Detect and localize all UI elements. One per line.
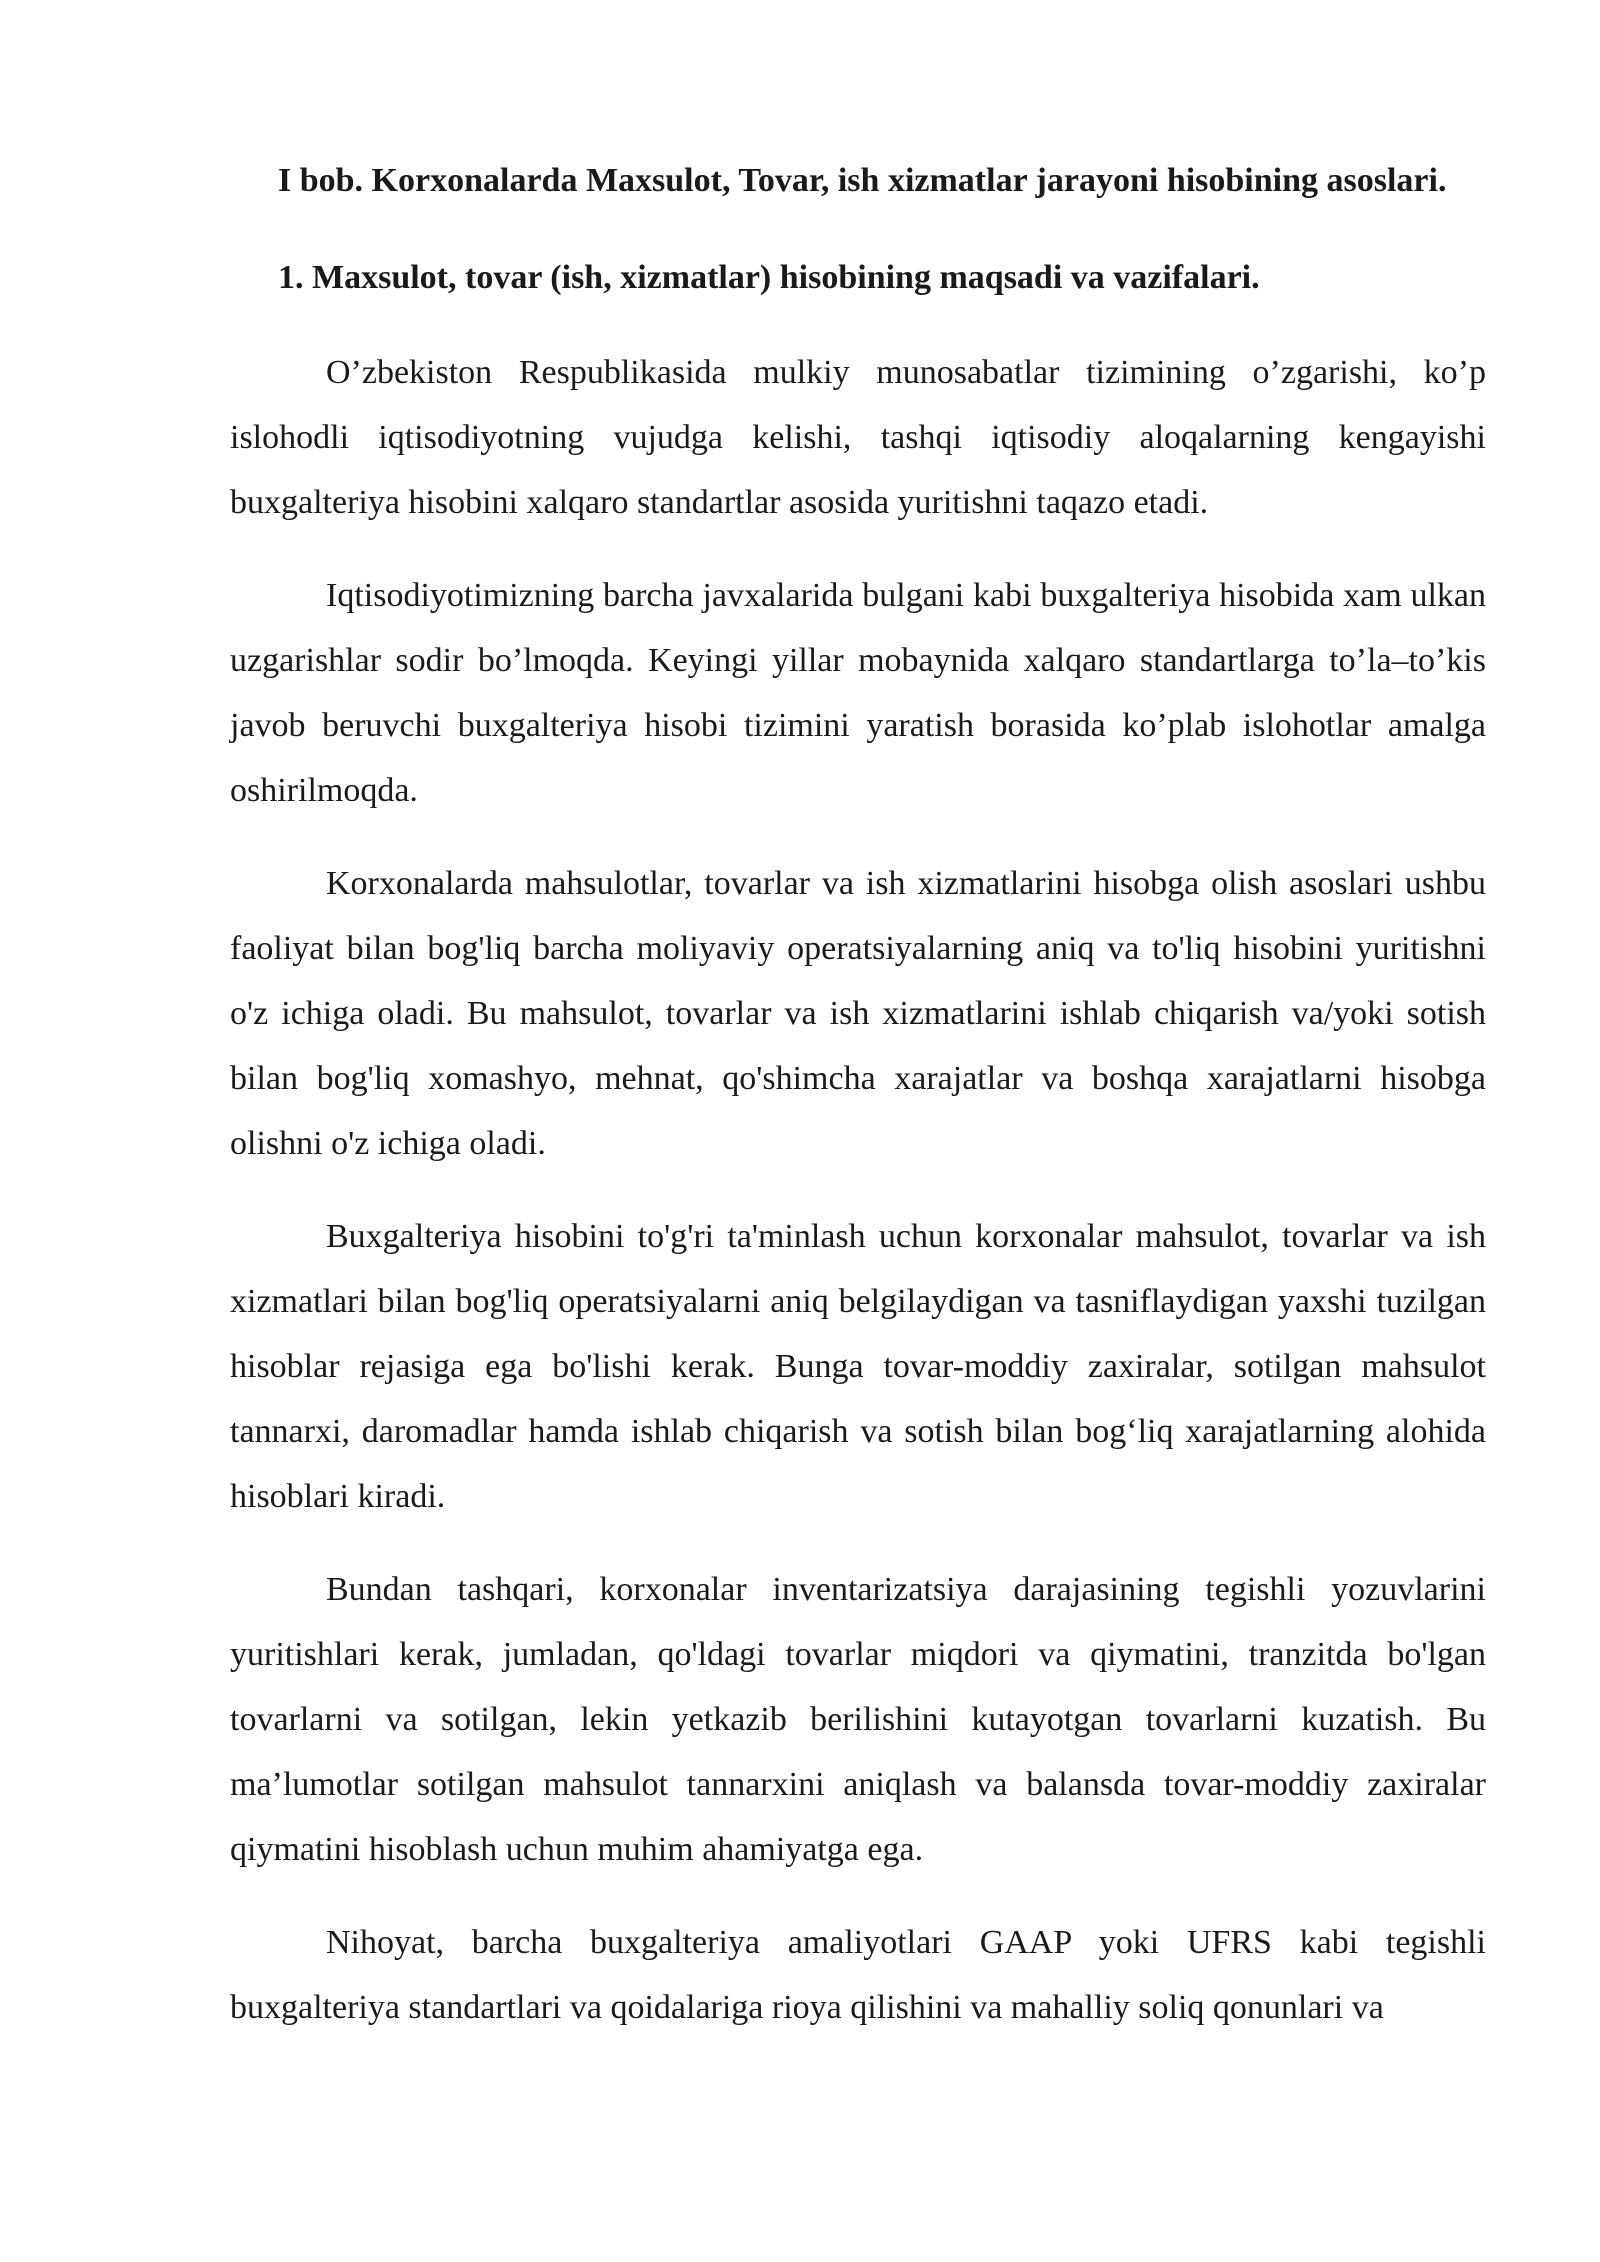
paragraph: Bundan tashqari, korxonalar inventarizatsiya darajasining tegishli yozuvlarini yuritishlari kerak, jumladan, qo'ldagi tovarlar miqdori va qiymatini, tranzitda bo'lgan tovarlarni va sotilgan, lekin yetkazib berilishini kutayotgan tovarlarni kuzatish. Bu ma’lumotlar sotilgan mahsulot tannarxini aniqlash va balansda tovar-moddiy zaxiralar qiymatini hisoblash uchun muhim ahamiyatga ega. (230, 1571, 1486, 1868)
chapter-title: I bob. Korxonalarda Maxsulot, Tovar, ish xizmatlar jarayoni hisobining asoslari. (278, 162, 1447, 199)
document-body (230, 148, 1486, 2068)
paragraph: O’zbekiston Respublikasida mulkiy munosabatlar tizimining o’zgarishi, ko’p islohodli iqtisodiyotning vujudga kelishi, tashqi iqtisodiy aloqalarning kengayishi buxgalteriya hisobini xalqaro standartlar asosida yuritishni taqazo etadi. (230, 354, 1486, 521)
paragraph: Iqtisodiyotimizning barcha javxalarida bulgani kabi buxgalteriya hisobida xam ulkan uzgarishlar sodir bo’lmoqda. Keyingi yillar mobaynida xalqaro standartlarga to’la–to’kis javob beruvchi buxgalteriya hisobi tizimini yaratish borasida ko’plab islohotlar amalga oshirilmoqda. (230, 577, 1486, 809)
paragraph: Korxonalarda mahsulotlar, tovarlar va ish xizmatlarini hisobga olish asoslari ushbu faoliyat bilan bog'liq barcha moliyaviy operatsiyalarning aniq va to'liq hisobini yuritishni o'z ichiga oladi. Bu mahsulot, tovarlar va ish xizmatlarini ishlab chiqarish va/yoki sotish bilan bog'liq xomashyo, mehnat, qo'shimcha xarajatlar va boshqa xarajatlarni hisobga olishni o'z ichiga oladi. (230, 865, 1486, 1162)
paragraph: Nihoyat, barcha buxgalteriya amaliyotlari GAAP yoki UFRS kabi tegishli buxgalteriya standartlari va qoidalariga rioya qilishini va mahalliy soliq qonunlari va (230, 1924, 1486, 2026)
paragraph: Buxgalteriya hisobini to'g'ri ta'minlash uchun korxonalar mahsulot, tovarlar va ish xizmatlari bilan bog'liq operatsiyalarni aniq belgilaydigan va tasniflaydigan yaxshi tuzilgan hisoblar rejasiga ega bo'lishi kerak. Bunga tovar-moddiy zaxiralar, sotilgan mahsulot tannarxi, daromadlar hamda ishlab chiqarish va sotish bilan bog‘liq xarajatlarning alohida hisoblari kiradi. (230, 1218, 1486, 1515)
section-title: 1. Maxsulot, tovar (ish, xizmatlar) hisobining maqsadi va vazifalari. (278, 259, 1260, 296)
